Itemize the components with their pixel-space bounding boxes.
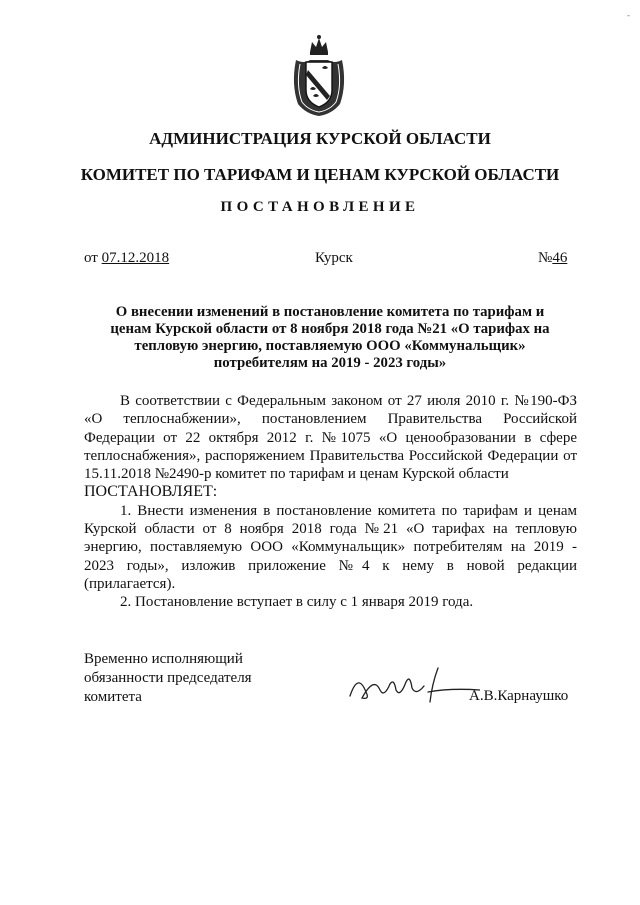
document-city: Курск: [315, 250, 353, 266]
subject-line: потребителям на 2019 - 2023 годы»: [213, 355, 447, 371]
item-1-paragraph: 1. Внести изменения в постановление комитета по тарифам и ценам Курской области от 8 ноября 2018 года №21 «О тарифах на тепловую энергию, поставляемую ООО «Коммунальщик» потребителям на 2019 - 2023 годы», изложив приложение №4 к нему в новой редакции (прилагается).: [84, 502, 577, 592]
subject-line: ценам Курской области от 8 ноября 2018 года №21 «О тарифах на: [110, 321, 550, 337]
committee-title: КОМИТЕТ ПО ТАРИФАМ И ЦЕНАМ КУРСКОЙ ОБЛАСТИ: [80, 165, 560, 184]
preamble-paragraph: В соответствии с Федеральным законом от 27 июля 2010 г. №190-ФЗ «О теплоснабжении», постановлением Правительства Российской Федерации от 22 октября 2012 г. №1075 «О ценообразовании в сфере теплоснабжения», распоряжением Правительства Российской Федерации от 15.11.2018 №2490-р комитет по тарифам и ценам Курской области: [84, 393, 577, 483]
document-date: [84, 250, 169, 267]
document-number: [538, 250, 567, 267]
corner-mark: -: [627, 10, 630, 20]
signatory-position: [84, 650, 252, 707]
coat-of-arms-icon: [288, 34, 350, 118]
org-title: АДМИНИСТРАЦИЯ КУРСКОЙ ОБЛАСТИ: [149, 129, 491, 148]
item-2-paragraph: 2. Постановление вступает в силу с 1 января 2019 года.: [120, 594, 474, 611]
number-value: 46: [552, 250, 568, 266]
subject-line: тепловую энергию, поставляемую ООО «Коммунальщик»: [134, 338, 526, 354]
document-body: [84, 392, 577, 612]
document-subject: [84, 304, 576, 372]
resolve-word: ПОСТАНОВЛЯЕТ:: [84, 483, 218, 501]
number-prefix: №: [538, 250, 553, 266]
position-line: обязанности председателя: [84, 670, 252, 686]
document-type-title: ПОСТАНОВЛЕНИЕ: [220, 199, 420, 215]
date-value: 07.12.2018: [101, 250, 170, 266]
date-prefix: от: [84, 250, 98, 266]
position-line: Временно исполняющий: [84, 651, 243, 667]
signatory-name: А.В.Карнаушко: [469, 688, 569, 704]
handwritten-signature: [340, 652, 480, 714]
position-line: комитета: [84, 689, 142, 705]
subject-line: О внесении изменений в постановление комитета по тарифам и: [115, 304, 545, 320]
